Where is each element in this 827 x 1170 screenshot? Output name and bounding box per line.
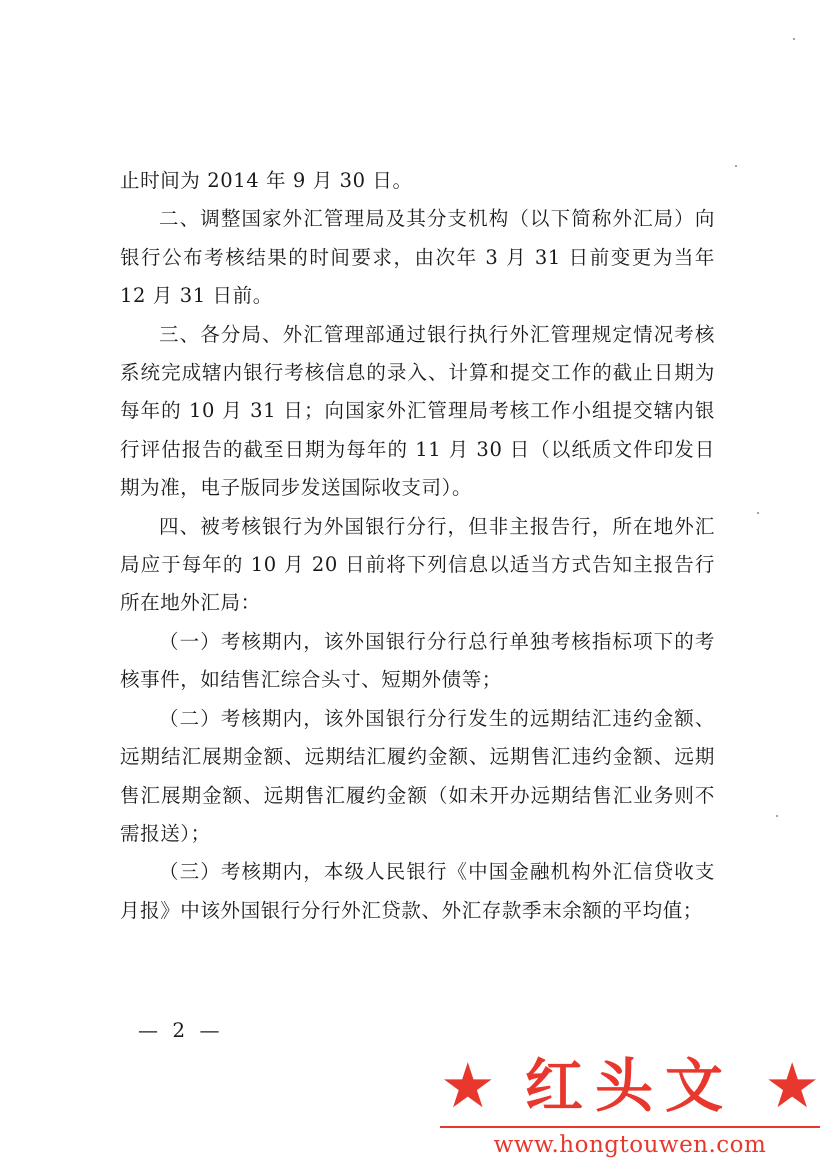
star-icon: ★ (440, 1049, 496, 1122)
paragraph-item-2: 二、调整国家外汇管理局及其分支机构（以下简称外汇局）向银行公布考核结果的时间要求，由次年 3 月 31 日前变更为当年 12 月 31 日前。 (120, 207, 715, 308)
paragraph-subitem-3: （三）考核期内，本级人民银行《中国金融机构外汇信贷收支月报》中该外国银行分行外汇贷款、外汇存款季末余额的平均值； (120, 860, 715, 922)
paragraph-subitem-1: （一）考核期内，该外国银行分行总行单独考核指标项下的考核事件，如结售汇综合头寸、短期外债等； (120, 629, 715, 692)
page-number: — 2 — (138, 1018, 224, 1042)
paragraph-subitem-2: （二）考核期内，该外国银行分行发生的远期结汇违约金额、远期结汇展期金额、远期结汇履约金额、远期售汇违约金额、远期售汇展期金额、远期售汇履约金额（如未开办远期结售汇业务则不需报送）； (120, 706, 715, 845)
star-icon: ★ (764, 1049, 820, 1122)
watermark-title: 红头文 (524, 1052, 735, 1120)
scan-speck (776, 815, 778, 817)
scan-speck (735, 165, 737, 167)
paragraph-continuation: 止时间为 2014 年 9 月 30 日。 (120, 169, 413, 192)
scan-speck (757, 512, 759, 514)
document-body (120, 162, 715, 930)
watermark-url: www.hongtouwen.com (440, 1126, 820, 1162)
watermark (440, 1046, 820, 1164)
paragraph-item-4: 四、被考核银行为外国银行分行，但非主报告行，所在地外汇局应于每年的 10 月 20 日前将下列信息以适当方式告知主报告行所在地外汇局： (120, 514, 715, 615)
scan-speck (793, 38, 795, 40)
watermark-title-row (440, 1046, 820, 1126)
paragraph-item-3: 三、各分局、外汇管理部通过银行执行外汇管理规定情况考核系统完成辖内银行考核信息的录入、计算和提交工作的截止日期为每年的 10 月 31 日；向国家外汇管理局考核工作小组提交辖内银行评估报告的截至日期为每年的 11 月 30 日（以纸质文件印发日期为准，电子版同步发送国际收支司）。 (120, 322, 715, 500)
